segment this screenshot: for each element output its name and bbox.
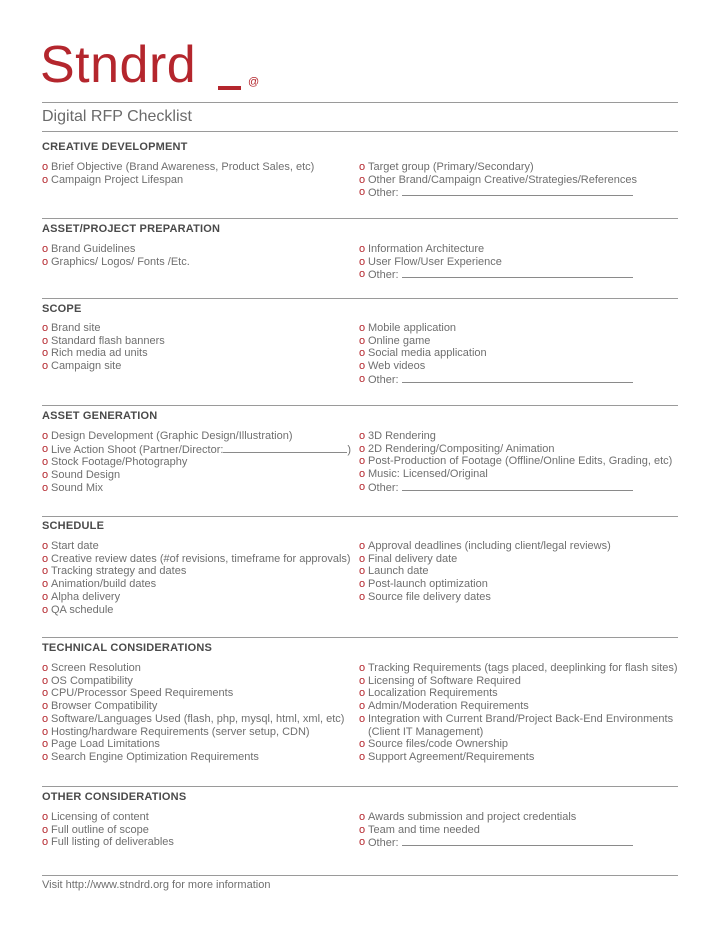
bullet-icon: o xyxy=(42,322,49,334)
bullet-icon: o xyxy=(359,173,366,186)
bullet-icon: o xyxy=(359,360,366,373)
checklist-item: o Web videos xyxy=(359,360,426,373)
bullet-icon: o xyxy=(359,186,366,199)
checklist-item: o Screen Resolution xyxy=(42,662,141,674)
checklist-item-other: o Other: xyxy=(359,481,679,495)
checklist-item: o Animation/build dates xyxy=(42,578,157,591)
bullet-icon: o xyxy=(359,455,366,468)
checklist-item: o Admin/Moderation Requirements xyxy=(359,700,529,713)
checklist-item: o Information Architecture xyxy=(359,243,485,255)
checklist-item: o Browser Compatibility xyxy=(42,700,158,713)
bullet-icon: o xyxy=(359,442,366,455)
checklist-item: o Launch date xyxy=(359,565,429,578)
checklist-item: o Social media application xyxy=(359,347,487,360)
other-considerations-left-list xyxy=(42,811,352,849)
checklist-item: o Localization Requirements xyxy=(359,687,498,700)
checklist-item: o Sound Design xyxy=(42,469,121,482)
bullet-icon: o xyxy=(42,456,49,469)
checklist-item: o Post-Production of Footage (Offline/Online Edits, Grading, etc) xyxy=(359,455,673,468)
section-title-other-considerations: OTHER CONSIDERATIONS xyxy=(42,791,187,803)
bullet-icon: o xyxy=(359,750,366,763)
bullet-icon: o xyxy=(42,700,49,713)
bullet-icon: o xyxy=(42,347,49,360)
checklist-item: o Hosting/hardware Requirements (server setup, CDN) xyxy=(42,725,310,738)
bullet-icon: o xyxy=(42,540,49,552)
bullet-icon: o xyxy=(42,255,49,268)
section-title-asset-project-preparation: ASSET/PROJECT PREPARATION xyxy=(42,223,221,235)
checklist-item: o Brand Guidelines xyxy=(42,243,136,255)
checklist-item: o CPU/Processor Speed Requirements xyxy=(42,687,234,700)
section-divider xyxy=(42,405,678,406)
section-title-technical-considerations: TECHNICAL CONSIDERATIONS xyxy=(42,642,213,654)
other-fill-in-line[interactable] xyxy=(402,373,633,383)
other-considerations-right-list xyxy=(359,811,679,850)
checklist-item-continuation: (Client IT Management) xyxy=(368,725,484,738)
section-divider xyxy=(42,637,678,638)
bullet-icon: o xyxy=(359,540,366,552)
section-title-asset-generation: ASSET GENERATION xyxy=(42,410,158,422)
other-fill-in-line[interactable] xyxy=(402,836,633,846)
checklist-item: o 3D Rendering xyxy=(359,430,436,442)
checklist-item: o Start date xyxy=(42,540,99,552)
checklist-item: o Awards submission and project credentials xyxy=(359,811,577,823)
checklist-item: o Music: Licensed/Original xyxy=(359,468,488,481)
bullet-icon: o xyxy=(359,243,366,255)
checklist-item: o Creative review dates (#of revisions, timeframe for approvals) xyxy=(42,552,351,565)
scope-left-list xyxy=(42,322,352,373)
checklist-item: o Full listing of deliverables xyxy=(42,836,174,849)
bullet-icon: o xyxy=(359,552,366,565)
schedule-left-list xyxy=(42,540,352,616)
checklist-item: o Tracking Requirements (tags placed, deeplinking for flash sites) xyxy=(359,662,678,674)
footer-rule xyxy=(42,875,678,876)
checklist-item: o Mobile application xyxy=(359,322,457,334)
bullet-icon: o xyxy=(42,173,49,186)
checklist-item-other: o Other: xyxy=(359,186,679,200)
bullet-icon: o xyxy=(42,662,49,674)
bullet-icon: o xyxy=(42,674,49,687)
checklist-item: o Source files/code Ownership xyxy=(359,738,509,751)
bullet-icon: o xyxy=(359,334,366,347)
checklist-item: o Software/Languages Used (flash, php, mysql, html, xml, etc) xyxy=(42,712,345,725)
checklist-item: o Page Load Limitations xyxy=(42,738,160,751)
bullet-icon: o xyxy=(359,255,366,268)
bullet-icon: o xyxy=(359,565,366,578)
schedule-right-list xyxy=(359,540,679,604)
bullet-icon: o xyxy=(42,360,49,373)
bullet-icon: o xyxy=(359,480,366,493)
director-fill-in-line[interactable] xyxy=(223,443,347,453)
bullet-icon: o xyxy=(359,322,366,334)
bullet-icon: o xyxy=(42,578,49,591)
checklist-item: o Campaign site xyxy=(42,360,122,373)
checklist-item: o Live Action Shoot (Partner/Director: ) xyxy=(42,442,352,456)
bullet-icon: o xyxy=(42,823,49,836)
checklist-item-other: o Other: xyxy=(359,268,679,282)
other-fill-in-line[interactable] xyxy=(402,268,633,278)
asset-project-preparation-right-list xyxy=(359,243,679,282)
scope-right-list xyxy=(359,322,679,387)
bullet-icon: o xyxy=(359,268,366,281)
checklist-item: o Other Brand/Campaign Creative/Strategies/References xyxy=(359,173,638,186)
bullet-icon: o xyxy=(42,442,49,455)
section-divider xyxy=(42,786,678,787)
checklist-item: o Design Development (Graphic Design/Illustration) xyxy=(42,430,293,442)
bullet-icon: o xyxy=(359,430,366,442)
bullet-icon: o xyxy=(42,712,49,725)
section-title-scope: SCOPE xyxy=(42,303,82,315)
checklist-item: o Standard flash banners xyxy=(42,334,165,347)
bullet-icon: o xyxy=(42,590,49,603)
header-rule-bottom xyxy=(42,131,678,132)
checklist-item: o Tracking strategy and dates xyxy=(42,565,187,578)
checklist-item: o 2D Rendering/Compositing/ Animation xyxy=(359,442,555,455)
checklist-item: o Post-launch optimization xyxy=(359,578,488,591)
technical-considerations-right-list xyxy=(359,662,679,764)
checklist-item: o Integration with Current Brand/Project Back-End Environments xyxy=(359,712,674,725)
checklist-item: o Rich media ad units xyxy=(42,347,148,360)
logo-wordmark: Stndrd xyxy=(40,36,197,94)
section-divider xyxy=(42,516,678,517)
bullet-icon: o xyxy=(359,674,366,687)
bullet-icon: o xyxy=(359,712,366,725)
brand-logo xyxy=(40,34,196,96)
checklist-item: o Alpha delivery xyxy=(42,590,121,603)
bullet-icon: o xyxy=(359,372,366,385)
bullet-icon: o xyxy=(42,469,49,482)
checklist-item: o QA schedule xyxy=(42,603,114,616)
bullet-icon: o xyxy=(359,687,366,700)
bullet-icon: o xyxy=(42,750,49,763)
section-title-schedule: SCHEDULE xyxy=(42,520,105,532)
bullet-icon: o xyxy=(42,552,49,565)
asset-generation-left-list xyxy=(42,430,352,495)
checklist-item: o Brand site xyxy=(42,322,101,334)
checklist-item: o Team and time needed xyxy=(359,823,480,836)
checklist-item: o OS Compatibility xyxy=(42,674,133,687)
bullet-icon: o xyxy=(359,836,366,849)
logo-at-mark: @ xyxy=(248,76,260,88)
checklist-item-other: o Other: xyxy=(359,836,679,850)
bullet-icon: o xyxy=(359,161,366,173)
checklist-item: o Source file delivery dates xyxy=(359,590,491,603)
logo-underscore-mark xyxy=(218,86,241,90)
bullet-icon: o xyxy=(359,347,366,360)
bullet-icon: o xyxy=(359,662,366,674)
bullet-icon: o xyxy=(42,603,49,616)
bullet-icon: o xyxy=(359,590,366,603)
bullet-icon: o xyxy=(42,738,49,751)
section-divider xyxy=(42,298,678,299)
checklist-item: o Graphics/ Logos/ Fonts /Etc. xyxy=(42,255,190,268)
bullet-icon: o xyxy=(42,481,49,494)
bullet-icon: o xyxy=(42,161,49,173)
asset-generation-right-list xyxy=(359,430,679,495)
checklist-item: o Final delivery date xyxy=(359,552,458,565)
bullet-icon: o xyxy=(359,811,366,823)
bullet-icon: o xyxy=(42,836,49,849)
checklist-item: o Support Agreement/Requirements xyxy=(359,750,535,763)
bullet-icon: o xyxy=(42,687,49,700)
checklist-item: o Full outline of scope xyxy=(42,823,149,836)
checklist-item-other: o Other: xyxy=(359,373,679,387)
bullet-icon: o xyxy=(359,578,366,591)
footer-note: Visit http://www.stndrd.org for more information xyxy=(42,879,271,891)
creative-development-left-list xyxy=(42,161,352,186)
bullet-icon: o xyxy=(42,725,49,738)
creative-development-right-list xyxy=(359,161,679,200)
header-rule-top xyxy=(42,102,678,103)
other-fill-in-line[interactable] xyxy=(402,186,633,196)
checklist-item: o Campaign Project Lifespan xyxy=(42,173,184,186)
section-title-creative-development: CREATIVE DEVELOPMENT xyxy=(42,141,188,153)
bullet-icon: o xyxy=(359,823,366,836)
bullet-icon: o xyxy=(359,700,366,713)
checklist-item: o Licensing of content xyxy=(42,811,149,823)
bullet-icon: o xyxy=(42,430,49,442)
checklist-item: o Sound Mix xyxy=(42,481,103,494)
technical-considerations-left-list xyxy=(42,662,352,764)
checklist-item: o Target group (Primary/Secondary) xyxy=(359,161,534,173)
checklist-item: o Search Engine Optimization Requirements xyxy=(42,750,259,763)
checklist-item: o Brief Objective (Brand Awareness, Product Sales, etc) xyxy=(42,161,315,173)
bullet-icon: o xyxy=(359,738,366,751)
document-title: Digital RFP Checklist xyxy=(42,108,192,125)
bullet-icon: o xyxy=(359,468,366,481)
checklist-item: o User Flow/User Experience xyxy=(359,255,502,268)
checklist-item: o Approval deadlines (including client/legal reviews) xyxy=(359,540,611,552)
checklist-item: o Licensing of Software Required xyxy=(359,674,521,687)
checklist-item: o Online game xyxy=(359,334,431,347)
bullet-icon: o xyxy=(42,334,49,347)
asset-project-preparation-left-list xyxy=(42,243,352,268)
other-fill-in-line[interactable] xyxy=(402,481,633,491)
bullet-icon: o xyxy=(42,243,49,255)
checklist-item: o Stock Footage/Photography xyxy=(42,456,188,469)
bullet-icon: o xyxy=(42,565,49,578)
bullet-icon: o xyxy=(42,811,49,823)
section-divider xyxy=(42,218,678,219)
